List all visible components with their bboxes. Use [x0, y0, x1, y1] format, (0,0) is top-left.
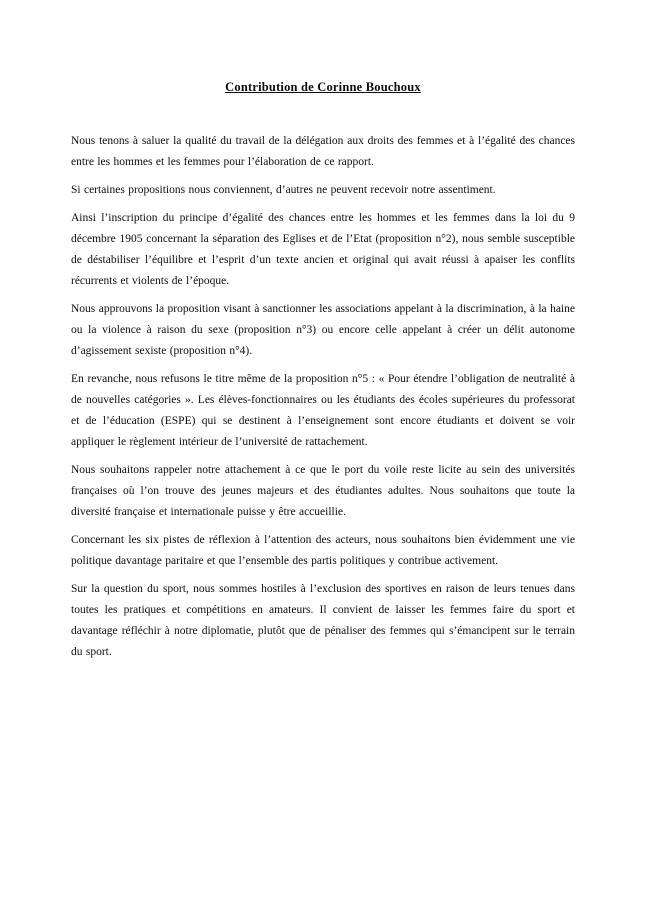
paragraph-1: Nous tenons à saluer la qualité du travail de la délégation aux droits des femmes et à l’égalité des chances entre les hommes et les femmes pour l’élaboration de ce rapport. — [71, 135, 575, 168]
paragraph-7: Concernant les six pistes de réflexion à l’attention des acteurs, nous souhaitons bien évidemment une vie politique davantage paritaire et que l’ensemble des partis politiques y contribue activement. — [71, 534, 575, 567]
paragraph-3: Ainsi l’inscription du principe d’égalité des chances entre les hommes et les femmes dans la loi du 9 décembre 1905 concernant la séparation des Eglises et de l’Etat (proposition n°2), nous semble susceptible de déstabiliser l’équilibre et l’esprit d’un texte ancien et original qui avait réussi à apaiser les conflits récurrents et violents de l’époque. — [71, 212, 575, 287]
paragraph-5: En revanche, nous refusons le titre même de la proposition n°5 : « Pour étendre l’obligation de neutralité à de nouvelles catégories ». Les élèves-fonctionnaires ou les étudiants des écoles supérieures du professorat et de l’éducation (ESPE) qui se destinent à l’enseignement sont encore étudiants et doivent se voir appliquer le règlement intérieur de l’université de rattachement. — [71, 373, 575, 448]
paragraph-2: Si certaines propositions nous conviennent, d’autres ne peuvent recevoir notre assentiment. — [71, 184, 496, 196]
paragraph-8: Sur la question du sport, nous sommes hostiles à l’exclusion des sportives en raison de leurs tenues dans toutes les pratiques et compétitions en amateurs. Il convient de laisser les femmes faire du sport et davantage réfléchir à notre diplomatie, plutôt que de pénaliser des femmes qui s’émancipent sur le terrain du sport. — [71, 583, 575, 658]
document-title: Contribution de Corinne Bouchoux — [225, 80, 421, 94]
paragraph-6: Nous souhaitons rappeler notre attachement à ce que le port du voile reste licite au sein des universités françaises où l’on trouve des jeunes majeurs et des étudiantes adultes. Nous souhaitons que toute la diversité française et internationale puisse y être accueillie. — [71, 464, 575, 518]
paragraph-4: Nous approuvons la proposition visant à sanctionner les associations appelant à la discrimination, à la haine ou la violence à raison du sexe (proposition n°3) ou encore celle appelant à créer un délit autonome d’agissement sexiste (proposition n°4). — [71, 303, 575, 357]
